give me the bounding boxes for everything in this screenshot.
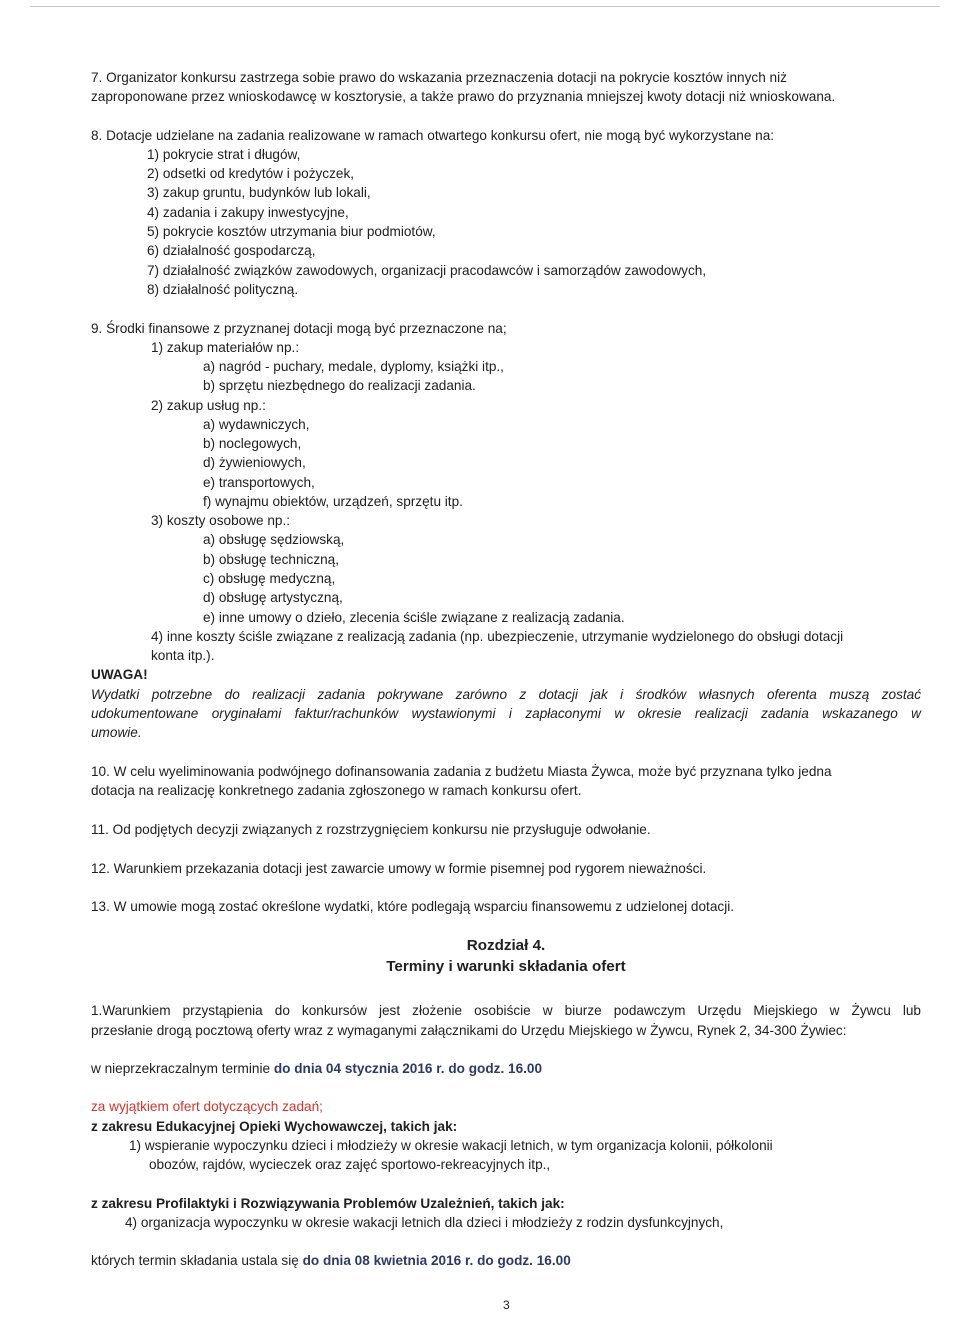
warning-line-3: umowie. (91, 725, 142, 740)
deadline-2-date: do dnia 08 kwietnia 2016 r. do godz. 16.00 (302, 1253, 571, 1268)
warning-label: UWAGA! (91, 667, 148, 682)
deadline-2-prefix: których termin składania ustala się (91, 1253, 299, 1268)
section-9-sub-3d: d) obsługę artystyczną, (203, 590, 343, 605)
section-9-sub-4-line-2: konta itp.). (151, 648, 215, 663)
section-9-sub-2a: a) wydawniczych, (203, 417, 310, 432)
section-8-item-3: 3) zakup gruntu, budynków lub lokali, (147, 185, 371, 200)
section-9-sub-1: 1) zakup materiałów np.: (151, 340, 300, 355)
warning-line-1: Wydatki potrzebne do realizacji zadania pokrywane zarówno z dotacji jak i środków własnych oferenta muszą zostać (91, 687, 921, 702)
prof-heading: z zakresu Profilaktyki i Rozwiązywania Problemów Uzależnień, takich jak: (91, 1196, 565, 1211)
chapter-subtitle: Terminy i warunki składania ofert (386, 958, 626, 975)
section-9-sub-1a: a) nagród - puchary, medale, dyplomy, książki itp., (203, 359, 504, 374)
section-8-item-8: 8) działalność polityczną. (147, 282, 299, 297)
section-8-item-6: 6) działalność gospodarczą, (147, 243, 316, 258)
page-number: 3 (503, 1298, 510, 1312)
section-11: 11. Od podjętych decyzji związanych z rozstrzygnięciem konkursu nie przysługuje odwołanie. (91, 822, 651, 837)
edu-item-line-2: obozów, rajdów, wycieczek oraz zajęć sportowo-rekreacyjnych itp., (149, 1157, 551, 1172)
deadline-2 (91, 1252, 571, 1270)
section-13: 13. W umowie mogą zostać określone wydatki, które podlegają wsparciu finansowemu z udzielonej dotacji. (91, 899, 735, 914)
section-8-item-1: 1) pokrycie strat i długów, (147, 147, 301, 162)
warning-line-2: udokumentowane oryginałami faktur/rachunków wystawionymi i zapłaconymi w okresie realizacji zadania wskazanego w (91, 706, 921, 721)
section-9-sub-2d: d) żywieniowych, (203, 455, 306, 470)
edu-heading: z zakresu Edukacyjnej Opieki Wychowawczej, takich jak: (91, 1119, 458, 1134)
edu-item-line-1: 1) wspieranie wypoczynku dzieci i młodzieży w okresie wakacji letnich, w tym organizacja kolonii, półkolonii (129, 1138, 773, 1153)
section-8-item-2: 2) odsetki od kredytów i pożyczek, (147, 166, 355, 181)
section-8-item-4: 4) zadania i zakupy inwestycyjne, (147, 205, 349, 220)
deadline-1-date: do dnia 04 stycznia 2016 r. do godz. 16.00 (273, 1061, 543, 1076)
exception-note: za wyjątkiem ofert dotyczących zadań; (91, 1099, 323, 1114)
chapter-4-section-1-line-1: 1.Warunkiem przystąpienia do konkursów jest złożenie osobiście w biurze podawczym Urzędu Miejskiego w Żywcu lub (91, 1003, 921, 1018)
chapter-title: Rozdział 4. (466, 937, 546, 954)
section-9-sub-1b: b) sprzętu niezbędnego do realizacji zadania. (203, 378, 476, 393)
section-9-sub-2b: b) noclegowych, (203, 436, 302, 451)
deadline-1 (91, 1060, 542, 1078)
section-10-line-1: 10. W celu wyeliminowania podwójnego dofinansowania zadania z budżetu Miasta Żywca, może być przyznana tylko jedna (91, 764, 832, 779)
section-8-item-7: 7) działalność związków zawodowych, organizacji pracodawców i samorządów zawodowych, (147, 263, 707, 278)
section-7-line-1: 7. Organizator konkursu zastrzega sobie prawo do wskazania przeznaczenia dotacji na pokrycie kosztów innych niż (91, 70, 787, 85)
section-9-sub-3: 3) koszty osobowe np.: (151, 513, 291, 528)
section-8-intro: 8. Dotacje udzielane na zadania realizowane w ramach otwartego konkursu ofert, nie mogą być wykorzystane na: (91, 128, 775, 143)
section-9-sub-2: 2) zakup usług np.: (151, 398, 266, 413)
section-9-sub-3c: c) obsługę medyczną, (203, 571, 336, 586)
section-9-sub-3e: e) inne umowy o dzieło, zlecenia ściśle związane z realizacją zadania. (203, 610, 625, 625)
deadline-1-prefix: w nieprzekraczalnym terminie (91, 1061, 271, 1076)
section-10-line-2: dotacja na realizację konkretnego zadania zgłoszonego w ramach konkursu ofert. (91, 783, 582, 798)
chapter-4-section-1-line-2: przesłanie drogą pocztową oferty wraz z wymaganymi załącznikami do Urzędu Miejskiego w Żywcu, Rynek 2, 34-300 Żywiec: (91, 1023, 847, 1038)
section-9-intro: 9. Środki finansowe z przyznanej dotacji mogą być przeznaczone na; (91, 321, 507, 336)
section-9-sub-2f: f) wynajmu obiektów, urządzeń, sprzętu itp. (203, 494, 463, 509)
section-8-item-5: 5) pokrycie kosztów utrzymania biur podmiotów, (147, 224, 436, 239)
top-scan-line (30, 6, 940, 7)
section-12: 12. Warunkiem przekazania dotacji jest zawarcie umowy w formie pisemnej pod rygorem nieważności. (91, 861, 707, 876)
section-9-sub-4-line-1: 4) inne koszty ściśle związane z realizacją zadania (np. ubezpieczenie, utrzymanie wydzielonego do obsługi dotacji (151, 629, 844, 644)
section-9-sub-3b: b) obsługę techniczną, (203, 552, 340, 567)
section-9-sub-3a: a) obsługę sędziowską, (203, 532, 345, 547)
section-9-sub-2e: e) transportowych, (203, 475, 315, 490)
prof-item-line-1: 4) organizacja wypoczynku w okresie wakacji letnich dla dzieci i młodzieży z rodzin dysfunkcyjnych, (125, 1215, 724, 1230)
section-7-line-2: zaproponowane przez wnioskodawcę w kosztorysie, a także prawo do przyznania mniejszej kwoty dotacji niż wnioskowana. (91, 89, 836, 104)
